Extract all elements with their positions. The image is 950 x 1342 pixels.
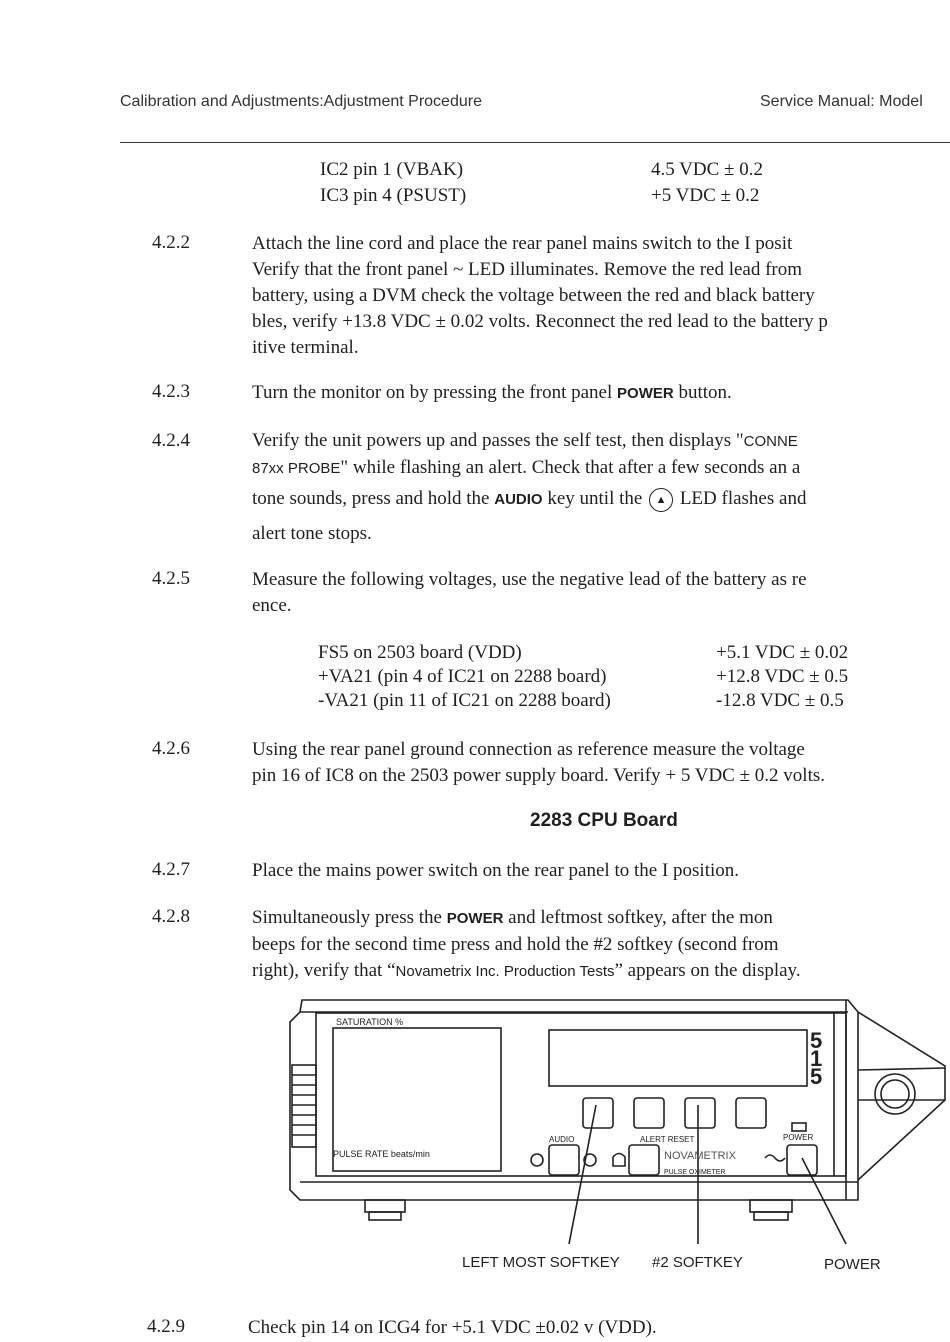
voltage-point: IC3 pin 4 (PSUST) <box>320 185 467 206</box>
step-number: 4.2.3 <box>152 381 190 402</box>
display-text: 87xx PROBE <box>252 460 341 477</box>
probe-connector-housing <box>858 1012 945 1180</box>
device-foot-left <box>365 1200 405 1212</box>
display-text: CONNE <box>743 433 798 450</box>
power-button <box>787 1145 817 1175</box>
text-line: battery, using a DVM check the voltage between the red and black battery <box>252 285 815 306</box>
text-run: and leftmost softkey, after the mon <box>503 907 773 928</box>
text-line: pin 16 of IC8 on the 2503 power supply board. Verify + 5 VDC ± 0.2 volts. <box>252 765 825 786</box>
text-run: right), verify that “ <box>252 960 396 981</box>
step-4-2-9-text <box>248 1315 950 1341</box>
step-number: 4.2.8 <box>152 906 190 927</box>
callout-power: POWER <box>824 1256 881 1273</box>
pulse-rate-label: PULSE RATE beats/min <box>333 1149 430 1159</box>
measurement-point: -VA21 (pin 11 of IC21 on 2288 board) <box>318 690 611 711</box>
step-number: 4.2.9 <box>147 1316 185 1337</box>
text-run: " while flashing an alert. Check that after a few seconds an a <box>340 457 801 478</box>
measurement-point: +VA21 (pin 4 of IC21 on 2288 board) <box>318 666 607 687</box>
text-line: Verify that the front panel ~ LED illuminates. Remove the red lead from <box>252 259 803 280</box>
text-run: button. <box>673 382 732 403</box>
power-label: POWER <box>783 1133 814 1142</box>
softkey-2 <box>634 1098 664 1128</box>
text-run: Simultaneously press the <box>252 907 447 928</box>
keyword-power: POWER <box>446 910 504 927</box>
step-number: 4.2.4 <box>152 430 190 451</box>
callout-second-softkey: #2 SOFTKEY <box>652 1254 743 1271</box>
display-text: Novametrix Inc. Production Tests <box>395 963 615 980</box>
saturation-label: SATURATION % <box>336 1017 404 1027</box>
measurement-point: FS5 on 2503 board (VDD) <box>318 642 522 663</box>
text-run: tone sounds, press and hold the <box>252 488 495 509</box>
text-run: ” appears on the display. <box>614 960 801 981</box>
text-line: Check pin 14 on ICG4 for +5.1 VDC ±0.02 v (VDD). <box>248 1317 657 1338</box>
text-line: beeps for the second time press and hold the #2 softkey (second from <box>252 934 779 955</box>
section-title: 2283 CPU Board <box>530 810 678 831</box>
text-line: ence. <box>252 595 292 616</box>
step-number: 4.2.6 <box>152 738 190 759</box>
text-run: LED flashes and <box>675 488 807 509</box>
bell-icon <box>613 1154 625 1167</box>
softkey-1 <box>583 1098 613 1128</box>
audio-button <box>549 1145 579 1175</box>
text-line: Attach the line cord and place the rear panel mains switch to the I posit <box>252 233 793 254</box>
text-run: Verify the unit powers up and passes the self test, then displays " <box>252 430 744 451</box>
battery-icon <box>792 1123 806 1131</box>
step-number: 4.2.5 <box>152 568 190 589</box>
brand-subtitle: PULSE OXIMETER <box>664 1169 726 1176</box>
text-line: itive terminal. <box>252 337 359 358</box>
alert-reset-label: ALERT RESET <box>640 1135 695 1144</box>
audio-label: AUDIO <box>549 1135 575 1144</box>
model-digit: 5 <box>810 1064 823 1089</box>
text-line: Using the rear panel ground connection as reference measure the voltage <box>252 739 805 760</box>
voltage-value: +5 VDC ± 0.2 <box>651 185 760 206</box>
voltage-point: IC2 pin 1 (VBAK) <box>320 159 464 180</box>
alert-reset-button <box>629 1145 659 1175</box>
text-line: Place the mains power switch on the rear panel to the I position. <box>252 860 740 881</box>
text-line: bles, verify +13.8 VDC ± 0.02 volts. Reconnect the red lead to the battery p <box>252 311 828 332</box>
keyword-power: POWER <box>617 385 674 402</box>
text-line: alert tone stops. <box>252 523 372 544</box>
speaker-icon <box>531 1154 543 1166</box>
model-digit: 5 <box>810 1028 823 1053</box>
callout-left-softkey: LEFT MOST SOFTKEY <box>462 1254 620 1271</box>
text-line: Measure the following voltages, use the negative lead of the battery as re <box>252 569 807 590</box>
measurement-value: -12.8 VDC ± 0.5 <box>716 690 844 711</box>
keyword-audio: AUDIO <box>494 491 543 508</box>
text-run: key until the <box>542 488 648 509</box>
message-display <box>549 1030 807 1086</box>
model-digit: 1 <box>810 1046 823 1071</box>
softkey-4 <box>736 1098 766 1128</box>
voltage-value: 4.5 VDC ± 0.2 <box>651 159 763 180</box>
device-foot-right <box>750 1200 792 1212</box>
alarm-bell-icon: ▲ <box>649 488 673 512</box>
text-run: Turn the monitor on by pressing the front panel <box>252 382 618 403</box>
leader-power <box>802 1158 846 1244</box>
header-section-title: Calibration and Adjustments:Adjustment Procedure <box>120 93 482 110</box>
measurement-value: +5.1 VDC ± 0.02 <box>716 642 849 663</box>
step-number: 4.2.7 <box>152 859 190 880</box>
step-number: 4.2.2 <box>152 232 190 253</box>
softkey-3 <box>685 1098 715 1128</box>
header-manual-title: Service Manual: Model <box>760 93 923 110</box>
ac-indicator-icon <box>765 1155 785 1161</box>
measurement-value: +12.8 VDC ± 0.5 <box>716 666 849 687</box>
brand-logo: NOVAMETRIX <box>664 1150 736 1162</box>
